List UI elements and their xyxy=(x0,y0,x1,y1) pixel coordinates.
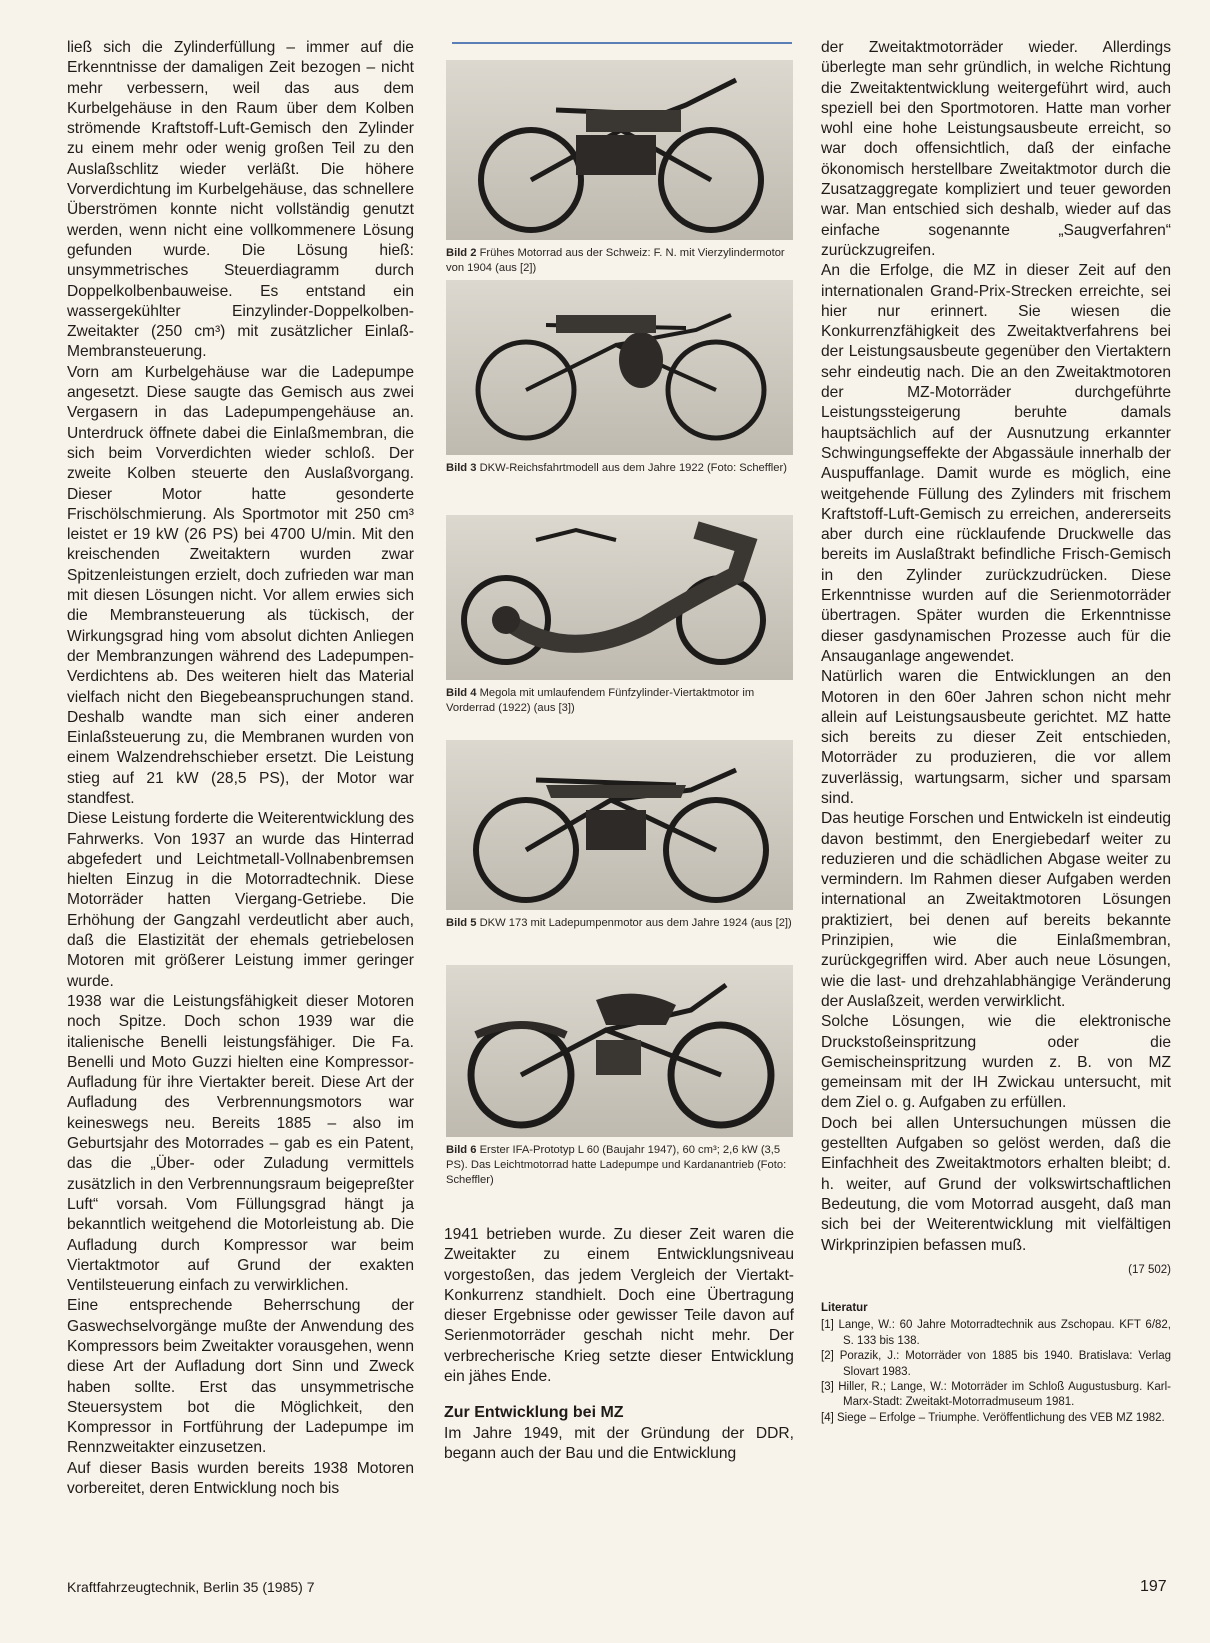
paragraph: 1938 war die Leistungsfähigkeit dieser Motoren noch Spitze. Doch schon 1939 war die italienische Benelli leistungsfähiger. Die Fa. Benelli und Moto Guzzi hielten eine Kompressor-Aufladung für ihre Viertakter bereit. Diese Art der Aufladung des Verbrennungsmotors war keineswegs neu. Bereits 1885 – also im Geburtsjahr des Motorrades – gab es ein Patent, das die „Über- oder Zuladung vermittels zusätzlich in den Verbrennungsraum beigepreßter Luft“ vorsah. Vom Füllungsgrad hängt ja bekanntlich weitgehend die Motorleistung ab. Die Aufladung durch Kompressor war beim Viertaktmotor auf Grund der exakten Ventilsteuerung einfach zu verwirklichen. xyxy=(67,992,414,1295)
literature-entry: [4] Siege – Erfolge – Triumphe. Veröffentlichung des VEB MZ 1982. xyxy=(821,1411,1165,1424)
paragraph: 1941 betrieben wurde. Zu dieser Zeit waren die Zweitakter zu einem Entwicklungsniveau vorgestoßen, das jedem Vergleich der Viertakt-Konkurrenz standhielt. Doch eine Übertragung dieser Ergebnisse oder gewisser Teile davon auf Serienmotorräder geschah nicht mehr. Der verbrecherische Krieg setzte dieser Entwicklung ein jähes Ende. xyxy=(444,1226,794,1386)
paragraph: ließ sich die Zylinderfüllung – immer auf die Erkenntnisse der damaligen Zeit bezogen – nicht mehr verbessern, weil das aus dem Kurbelgehäuse in den Raum über dem Kolben strömende Kraftstoff-Luft-Gemisch den Zylinder zu einem mehr oder wenig großen Teil zu den Auslaßschlitz wieder verläßt. Die höhere Vorverdichtung im Kurbelgehäuse, das schnellere Überströmen konnte nicht vollständig genutzt werden, wenn nicht eine vollkommenere Lösung gefunden wurde. Die Lösung hieß: unsymmetrisches Steuerdiagramm durch Doppelkolbenbauweise. Es entstand ein wassergekühlter Einzylinder-Doppelkolben-Zweitakter (250 cm³) mit zusätzlicher Einlaß-Membransteuerung. xyxy=(67,39,414,361)
paragraph: An die Erfolge, die MZ in dieser Zeit auf den internationalen Grand-Prix-Strecken erreichte, sei hier nur erinnert. Sie wiesen die Konkurrenzfähigkeit des Zweitaktverfahrens bei der Leistungsausbeute gegenüber den Viertaktern sehr eindeutig nach. Die an den Zweitaktmotoren der MZ-Motorräder durchgeführte Leistungssteigerung beruhte damals hauptsächlich auf der Ausnutzung erkannter Schwingungseffekte der Abgassäule innerhalb der Auspuffanlage. Damit wurde es möglich, eine weitgehende Füllung des Zylinders mit frischem Kraftstoff-Luft-Gemisch zu erreichen, andererseits aber durch eine rücklaufende Druckwelle das bereits im Auslaßtrakt befindliche Frisch-Gemisch in den Zylinder zurückzudrücken. Diese Erkenntnisse wurden auf die Serienmotorräder übertragen. Später wurden die Erkenntnisse dieser gasdynamischen Prozesse auch für die Ansauganlage angewendet. xyxy=(821,262,1171,665)
paragraph: Eine entsprechende Beherrschung der Gaswechselvorgänge mußte der Anwendung des Kompressors beim Zweitakter vorausgehen, wenn diese Art der Aufladung dort Sinn und Zweck haben sollte. Erst das unsymmetrische Steuersystem bot die Möglichkeit, den Kompressor in Fortführung der Ladepumpe im Rennzweitakter einzusetzen. xyxy=(67,1297,414,1457)
figure-bild-5 xyxy=(446,740,793,931)
figure-label: Bild 6 xyxy=(446,1144,477,1156)
figure-bild-4 xyxy=(446,515,793,716)
paragraph: Vorn am Kurbelgehäuse war die Ladepumpe angesetzt. Diese saugte das Gemisch aus zwei Vergasern in das Ladepumpengehäuse an. Unterdruck öffnete dabei die Einlaßmembran, die sich beim Vorverdichten wieder schloß. Der zweite Kolben steuerte den Auslaßvorgang. Dieser Motor hatte gesonderte Frischölschmierung. Als Sportmotor mit 250 cm³ leistet er 19 kW (26 PS) bei 4700 U/min. Mit den kreischenden Zweitaktern wurden zwar Spitzenleistungen erzielt, doch zufrieden war man mit diesen Lösungen nicht. Vor allem erwies sich die Membransteuerung als tückisch, der Wirkungsgrad hing vom absolut dichten Anliegen der Membranzungen während des Ladepumpen-Verdichtens ab. Des weiteren hielt das Material vielfach nicht den Biegebeanspruchungen stand. Deshalb wandte man sich einer anderen Einlaßsteuerung zu, die Membranen wurden von einem Walzendrehschieber ersetzt. Die Leistung stieg auf 21 kW (28,5 PS), der Motor war standfest. xyxy=(67,363,414,807)
paragraph: Auf dieser Basis wurden bereits 1938 Motoren vorbereitet, deren Entwicklung noch bis xyxy=(67,1459,414,1498)
paragraph: der Zweitaktmotorräder wieder. Allerdings überlegte man sehr gründlich, in welche Richtung die Zweitaktentwicklung weitergeführt wird, auch speziell bei den Sportmotoren. Hatte man vorher wohl eine hohe Leistungsausbeute erreicht, so war doch offensichtlich, daß der einfache ökonomisch herstellbare Zweitaktmotor durch die Zusatzaggregate kompliziert und teuer geworden war. Man entschied sich deshalb, wieder auf das einfache sogenannte „Saugverfahren“ zurückzugreifen. xyxy=(821,39,1171,259)
figure-bild-3 xyxy=(446,280,793,476)
literature-entry: [3] Hiller, R.; Lange, W.: Motorräder im Schloß Augustusburg. Karl-Marx-Stadt: Zweitakt-Motorradmuseum 1981. xyxy=(821,1381,1171,1409)
motorcycle-photo xyxy=(446,60,793,240)
article-reference-number: (17 502) xyxy=(1128,1263,1171,1276)
text-column-left xyxy=(67,38,414,1499)
figure-label: Bild 3 xyxy=(446,462,477,474)
figure-bild-2 xyxy=(446,60,793,276)
figure-caption: Frühes Motorrad aus der Schweiz: F. N. mit Vierzylindermotor von 1904 (aus [2]) xyxy=(446,247,785,274)
motorcycle-photo xyxy=(446,965,793,1137)
page-number: 197 xyxy=(1140,1578,1167,1595)
figure-label: Bild 4 xyxy=(446,687,477,699)
figure-caption: DKW 173 mit Ladepumpenmotor aus dem Jahre 1924 (aus [2]) xyxy=(479,917,792,929)
paragraph: Solche Lösungen, wie die elektronische Druckstoßeinspritzung oder die Gemischeinspritzung wurden z. B. von MZ gemeinsam mit der IH Zwickau untersucht, mit dem Ziel o. g. Aufgaben zu erfüllen. xyxy=(821,1013,1171,1112)
figure-label: Bild 5 xyxy=(446,917,477,929)
figure-caption: Megola mit umlaufendem Fünfzylinder-Viertaktmotor im Vorderrad (1922) (aus [3]) xyxy=(446,687,755,714)
paragraph: Im Jahre 1949, mit der Gründung der DDR, begann auch der Bau und die Entwicklung xyxy=(444,1424,794,1462)
paragraph: Natürlich waren die Entwicklungen an den Motoren in den 60er Jahren schon nicht mehr allein auf Leistungsausbeute gerichtet. MZ hatte sich bereits zu dieser Zeit entschieden, Motorräder zu produzieren, die vor allem zuverlässig, wartungsarm, sicher und sparsam sind. xyxy=(821,668,1171,807)
literature-entry: [2] Porazik, J.: Motorräder von 1885 bis 1940. Bratislava: Verlag Slovart 1983. xyxy=(821,1350,1171,1378)
paragraph: Doch bei allen Untersuchungen müssen die gestellten Aufgaben so gelöst werden, daß die Einfachheit des Zweitaktmotors erhalten bleibt; d. h. weiter, auf Grund der volkswirtschaftlichen Bedeutung, die vom Motorrad ausgeht, daß man sich bei der Weiterentwicklung mit vielfältigen Wirkprinzipien befassen muß. xyxy=(821,1114,1171,1254)
figure-caption: DKW-Reichsfahrtmodell aus dem Jahre 1922 (Foto: Scheffler) xyxy=(479,462,787,474)
motorcycle-photo xyxy=(446,740,793,910)
motorcycle-photo xyxy=(446,280,793,455)
motorcycle-photo xyxy=(446,515,793,680)
figure-label: Bild 2 xyxy=(446,247,477,259)
figure-bild-6 xyxy=(446,965,793,1188)
text-column-right xyxy=(821,38,1171,1426)
journal-footer: Kraftfahrzeugtechnik, Berlin 35 (1985) 7 xyxy=(67,1579,315,1595)
literature-entry: [1] Lange, W.: 60 Jahre Motorradtechnik aus Zschopau. KFT 6/82, S. 133 bis 138. xyxy=(821,1319,1171,1347)
figure-caption: Erster IFA-Prototyp L 60 (Baujahr 1947), 60 cm³; 2,6 kW (3,5 PS). Das Leichtmotorrad hatte Ladepumpe und Kardanantrieb (Foto: Scheffler) xyxy=(446,1144,787,1186)
text-column-middle xyxy=(444,1225,794,1464)
section-heading: Zur Entwicklung bei MZ xyxy=(444,1404,624,1422)
column-rule xyxy=(452,42,792,44)
literature-heading: Literatur xyxy=(821,1302,868,1315)
paragraph: Das heutige Forschen und Entwickeln ist eindeutig davon bestimmt, den Energiebedarf weiter zu reduzieren und die schädlichen Abgase weiter zu vermindern. Im Rahmen dieser Aufgaben werden international an Zweitaktmotoren Lösungen praktiziert, bei denen auf bereits bekannte Prinzipien, wie die Einlaßmembran, zurückgegriffen wird. Aber auch neue Lösungen, wie die last- und drehzahlabhängige Veränderung der Auslaßzeit, werden verwirklicht. xyxy=(821,810,1171,1010)
paragraph: Diese Leistung forderte die Weiterentwicklung des Fahrwerks. Von 1937 an wurde das Hinterrad abgefedert und Leichtmetall-Vollnabenbremsen hielten Einzug in die Motorradtechnik. Diese Motorräder hatten Viergang-Getriebe. Die Erhöhung der Gangzahl verdeutlicht aber auch, daß die Elastizität der ehemals getriebelosen Motoren mit größerer Leistung immer geringer wurde. xyxy=(67,810,414,990)
